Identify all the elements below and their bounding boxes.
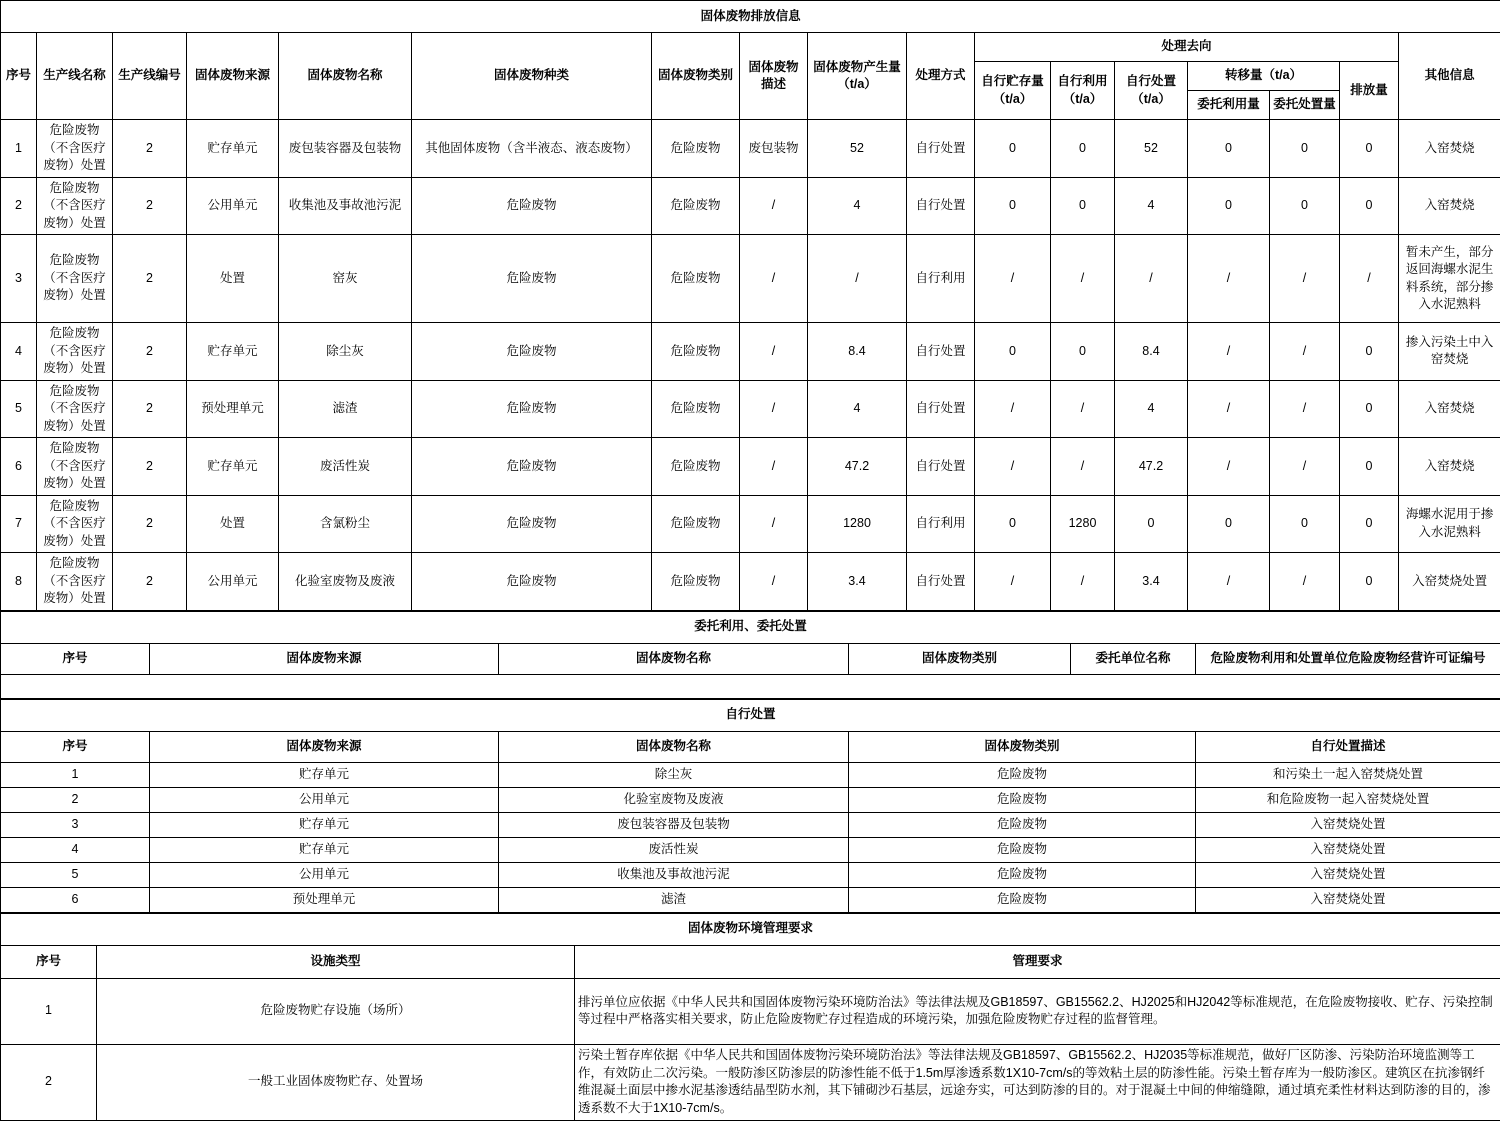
- table-cell: 1: [1, 978, 97, 1044]
- table-row: [1, 812, 1500, 837]
- table-cell: /: [975, 438, 1051, 496]
- table-cell: 废活性炭: [279, 438, 412, 496]
- col-header-seq: 序号: [1, 731, 150, 762]
- entrust-header-row: [1, 643, 1500, 674]
- table-cell: /: [975, 553, 1051, 611]
- table-cell: 自行处置: [907, 120, 975, 178]
- table-cell: 2: [113, 323, 187, 381]
- col-header-seq: 序号: [1, 643, 150, 674]
- table-cell: /: [740, 235, 808, 323]
- table-cell: 贮存单元: [187, 438, 279, 496]
- table-cell: 危险废物: [849, 762, 1196, 787]
- table-cell: 2: [1, 787, 150, 812]
- col-header-source: 固体废物来源: [150, 643, 499, 674]
- table-cell: 47.2: [1115, 438, 1188, 496]
- table-cell: 0: [975, 177, 1051, 235]
- table-cell: 3.4: [1115, 553, 1188, 611]
- table-cell: 1280: [1051, 495, 1115, 553]
- table-cell: 0: [975, 323, 1051, 381]
- table-cell: 公用单元: [187, 177, 279, 235]
- table-cell: 自行处置: [907, 380, 975, 438]
- table-cell: 0: [1340, 177, 1399, 235]
- table-cell: [1, 674, 1500, 698]
- table-row: [1, 380, 1500, 438]
- table-cell: 0: [1051, 120, 1115, 178]
- table-cell: 0: [1270, 177, 1340, 235]
- table-cell: 危险废物（不含医疗废物）处置: [37, 438, 113, 496]
- table-cell: /: [1340, 235, 1399, 323]
- col-header-emission: 排放量: [1340, 62, 1399, 120]
- table-cell: 0: [1340, 438, 1399, 496]
- table-cell: 除尘灰: [279, 323, 412, 381]
- table-cell: 贮存单元: [150, 762, 499, 787]
- table-cell: 危险废物: [412, 177, 652, 235]
- table-cell: 入窑焚烧: [1399, 177, 1500, 235]
- col-header-description: 固体废物描述: [740, 33, 808, 120]
- table-cell: /: [1270, 438, 1340, 496]
- table-cell: /: [740, 495, 808, 553]
- table-cell: 危险废物: [412, 438, 652, 496]
- col-header-destination: 处理去向: [975, 33, 1399, 62]
- table-cell: 0: [975, 120, 1051, 178]
- table-cell: /: [1270, 323, 1340, 381]
- table-cell: 入窑焚烧处置: [1196, 837, 1500, 862]
- table-cell: 8: [1, 553, 37, 611]
- table-cell: 危险废物: [849, 812, 1196, 837]
- col-header-generation-amount: 固体废物产生量（t/a）: [808, 33, 907, 120]
- management-title-row: [1, 913, 1500, 945]
- table-cell: 4: [808, 177, 907, 235]
- col-header-self-disposal: 自行处置（t/a）: [1115, 62, 1188, 120]
- table-cell: /: [1188, 323, 1270, 381]
- table-row: [1, 887, 1500, 912]
- entrust-table: [0, 611, 1500, 699]
- table-row: [1, 235, 1500, 323]
- table-cell: 危险废物: [412, 553, 652, 611]
- table-cell: 4: [1, 837, 150, 862]
- table-cell: 危险废物: [412, 495, 652, 553]
- table-cell: 收集池及事故池污泥: [279, 177, 412, 235]
- table-cell: 排污单位应依据《中华人民共和国固体废物污染环境防治法》等法律法规及GB18597、GB15562.2、HJ2025和HJ2042等标准规范，在危险废物接收、贮存、污染控制等过程中严格落实相关要求，防止危险废物贮存过程造成的环境污染，加强危险废物贮存过程的监督管理。: [575, 978, 1500, 1044]
- table-cell: 8.4: [808, 323, 907, 381]
- col-header-treatment-method: 处理方式: [907, 33, 975, 120]
- table-cell: /: [1188, 235, 1270, 323]
- table-cell: 危险废物: [412, 380, 652, 438]
- table-cell: 2: [1, 177, 37, 235]
- table-cell: 1280: [808, 495, 907, 553]
- emission-header-row-1: [1, 33, 1500, 62]
- table-cell: /: [975, 380, 1051, 438]
- table-cell: /: [740, 438, 808, 496]
- col-header-entrust-disposal-amount: 委托处置量: [1270, 91, 1340, 120]
- table-cell: 危险废物（不含医疗废物）处置: [37, 120, 113, 178]
- table-row: [1, 787, 1500, 812]
- table-cell: 0: [1188, 495, 1270, 553]
- table-cell: 暂未产生，部分返回海螺水泥生料系统，部分掺入水泥熟料: [1399, 235, 1500, 323]
- table-cell: 1: [1, 120, 37, 178]
- table-cell: 废活性炭: [499, 837, 849, 862]
- table-row: [1, 837, 1500, 862]
- emission-table-title-row: [1, 1, 1500, 33]
- col-header-seq: 序号: [1, 33, 37, 120]
- table-cell: 0: [1188, 120, 1270, 178]
- table-cell: 入窑焚烧处置: [1196, 887, 1500, 912]
- table-cell: /: [740, 177, 808, 235]
- col-header-transfer: 转移量（t/a）: [1188, 62, 1340, 91]
- table-cell: 2: [113, 495, 187, 553]
- col-header-facility-type: 设施类型: [97, 945, 575, 978]
- table-cell: 8.4: [1115, 323, 1188, 381]
- table-cell: 贮存单元: [187, 120, 279, 178]
- table-cell: 危险废物: [849, 837, 1196, 862]
- col-header-name: 固体废物名称: [499, 643, 849, 674]
- table-row: [1, 120, 1500, 178]
- table-row: [1, 762, 1500, 787]
- table-cell: 4: [1115, 380, 1188, 438]
- col-header-source: 固体废物来源: [150, 731, 499, 762]
- table-cell: /: [1051, 438, 1115, 496]
- table-cell: /: [1051, 553, 1115, 611]
- table-cell: 危险废物: [412, 235, 652, 323]
- table-row: [1, 674, 1500, 698]
- table-cell: 0: [1115, 495, 1188, 553]
- table-cell: 危险废物: [849, 862, 1196, 887]
- col-header-self-storage: 自行贮存量（t/a）: [975, 62, 1051, 120]
- table-cell: 危险废物（不含医疗废物）处置: [37, 380, 113, 438]
- table-cell: 0: [1270, 120, 1340, 178]
- table-cell: 收集池及事故池污泥: [499, 862, 849, 887]
- table-cell: 47.2: [808, 438, 907, 496]
- table-cell: 4: [1, 323, 37, 381]
- table-cell: /: [975, 235, 1051, 323]
- table-cell: 公用单元: [187, 553, 279, 611]
- table-row: [1, 177, 1500, 235]
- table-cell: 危险废物: [849, 787, 1196, 812]
- table-cell: 危险废物贮存设施（场所）: [97, 978, 575, 1044]
- table-cell: 掺入污染土中入窑焚烧: [1399, 323, 1500, 381]
- table-cell: /: [1270, 380, 1340, 438]
- self-disposal-header-row: [1, 731, 1500, 762]
- self-disposal-table-title: 自行处置: [1, 699, 1500, 731]
- table-cell: 4: [808, 380, 907, 438]
- table-cell: 一般工业固体废物贮存、处置场: [97, 1044, 575, 1120]
- table-cell: 1: [1, 762, 150, 787]
- table-cell: 0: [1051, 323, 1115, 381]
- table-cell: 自行利用: [907, 235, 975, 323]
- table-row: [1, 978, 1500, 1044]
- table-cell: 2: [113, 235, 187, 323]
- table-cell: 0: [1340, 380, 1399, 438]
- table-cell: 窑灰: [279, 235, 412, 323]
- col-header-category: 固体废物类别: [849, 731, 1196, 762]
- table-cell: 0: [1270, 495, 1340, 553]
- table-row: [1, 1044, 1500, 1120]
- table-cell: 其他固体废物（含半液态、液态废物）: [412, 120, 652, 178]
- table-cell: 0: [1188, 177, 1270, 235]
- table-cell: /: [1188, 380, 1270, 438]
- table-cell: 危险废物: [652, 553, 740, 611]
- table-cell: /: [1051, 380, 1115, 438]
- table-cell: 6: [1, 438, 37, 496]
- table-cell: 3: [1, 812, 150, 837]
- table-row: [1, 323, 1500, 381]
- emission-table-body: [1, 120, 1500, 611]
- table-cell: 处置: [187, 495, 279, 553]
- table-cell: 滤渣: [279, 380, 412, 438]
- table-cell: 7: [1, 495, 37, 553]
- col-header-management-requirement: 管理要求: [575, 945, 1500, 978]
- table-cell: 含氯粉尘: [279, 495, 412, 553]
- entrust-table-title-row: [1, 611, 1500, 643]
- table-cell: 贮存单元: [187, 323, 279, 381]
- table-cell: 危险废物: [652, 323, 740, 381]
- table-cell: 2: [113, 438, 187, 496]
- table-cell: 0: [1051, 177, 1115, 235]
- table-cell: 和危险废物一起入窑焚烧处置: [1196, 787, 1500, 812]
- table-cell: 2: [113, 380, 187, 438]
- table-cell: 公用单元: [150, 862, 499, 887]
- col-header-name: 固体废物名称: [279, 33, 412, 120]
- col-header-entrust-unit-name: 委托单位名称: [1071, 643, 1196, 674]
- table-cell: 0: [1340, 120, 1399, 178]
- table-cell: 5: [1, 380, 37, 438]
- table-cell: 3.4: [808, 553, 907, 611]
- table-cell: 5: [1, 862, 150, 887]
- table-cell: 危险废物: [652, 380, 740, 438]
- table-cell: 入窑焚烧: [1399, 120, 1500, 178]
- self-disposal-title-row: [1, 699, 1500, 731]
- table-row: [1, 862, 1500, 887]
- table-cell: /: [1270, 235, 1340, 323]
- table-cell: 入窑焚烧处置: [1196, 812, 1500, 837]
- table-cell: 入窑焚烧: [1399, 380, 1500, 438]
- entrust-table-body: [1, 674, 1500, 698]
- table-cell: 危险废物（不含医疗废物）处置: [37, 323, 113, 381]
- table-cell: 危险废物: [652, 235, 740, 323]
- management-header-row: [1, 945, 1500, 978]
- col-header-line-name: 生产线名称: [37, 33, 113, 120]
- table-cell: 0: [1340, 553, 1399, 611]
- col-header-license-no: 危险废物利用和处置单位危险废物经营许可证编号: [1196, 643, 1500, 674]
- col-header-other-info: 其他信息: [1399, 33, 1500, 120]
- table-cell: 0: [1340, 323, 1399, 381]
- self-disposal-table: [0, 699, 1500, 913]
- table-cell: 废包装物: [740, 120, 808, 178]
- table-cell: 3: [1, 235, 37, 323]
- table-cell: /: [740, 553, 808, 611]
- table-cell: 2: [113, 177, 187, 235]
- table-cell: 危险废物: [652, 495, 740, 553]
- table-cell: 自行处置: [907, 323, 975, 381]
- table-cell: 危险废物: [652, 120, 740, 178]
- entrust-table-title: 委托利用、委托处置: [1, 611, 1500, 643]
- table-cell: 预处理单元: [187, 380, 279, 438]
- table-cell: 危险废物: [652, 438, 740, 496]
- table-cell: 危险废物: [412, 323, 652, 381]
- table-cell: /: [1188, 438, 1270, 496]
- table-cell: 公用单元: [150, 787, 499, 812]
- table-cell: 贮存单元: [150, 812, 499, 837]
- col-header-kind: 固体废物种类: [412, 33, 652, 120]
- table-cell: 自行处置: [907, 553, 975, 611]
- col-header-category: 固体废物类别: [849, 643, 1071, 674]
- table-cell: 危险废物（不含医疗废物）处置: [37, 495, 113, 553]
- col-header-name: 固体废物名称: [499, 731, 849, 762]
- table-cell: 污染土暂存库依据《中华人民共和国固体废物污染环境防治法》等法律法规及GB18597、GB15562.2、HJ2035等标准规范，做好厂区防渗、污染防治环境监测等工作，有效防止二次污染。一般防渗区防渗层的防渗性能不低于1.5m厚渗透系数1X10-7cm/s的等效粘土层的防渗性能。污染土暂存库为一般防渗区。建筑区在抗渗钢纤维混凝土面层中掺水泥基渗透结晶型防水剂，其下铺砌沙石基层，远途夯实，可达到防渗的目的。对于混凝土中间的伸缩缝隙，通过填充柔性材料达到防渗的目的，渗透系数不大于1X10-7cm/s。: [575, 1044, 1500, 1120]
- table-cell: 海螺水泥用于掺入水泥熟料: [1399, 495, 1500, 553]
- table-cell: /: [808, 235, 907, 323]
- table-cell: 废包装容器及包装物: [499, 812, 849, 837]
- table-cell: 危险废物: [652, 177, 740, 235]
- management-table-title: 固体废物环境管理要求: [1, 913, 1500, 945]
- self-disposal-table-body: [1, 762, 1500, 912]
- table-cell: 0: [1340, 495, 1399, 553]
- table-cell: 52: [808, 120, 907, 178]
- col-header-entrust-use-amount: 委托利用量: [1188, 91, 1270, 120]
- table-cell: 4: [1115, 177, 1188, 235]
- table-cell: 2: [1, 1044, 97, 1120]
- management-table: [0, 913, 1500, 1121]
- table-cell: /: [740, 380, 808, 438]
- table-cell: 52: [1115, 120, 1188, 178]
- table-cell: 6: [1, 887, 150, 912]
- table-cell: /: [740, 323, 808, 381]
- table-cell: 自行处置: [907, 177, 975, 235]
- table-cell: 预处理单元: [150, 887, 499, 912]
- table-cell: /: [1115, 235, 1188, 323]
- col-header-seq: 序号: [1, 945, 97, 978]
- table-cell: 2: [113, 120, 187, 178]
- table-cell: 贮存单元: [150, 837, 499, 862]
- table-cell: 危险废物（不含医疗废物）处置: [37, 553, 113, 611]
- table-cell: 危险废物（不含医疗废物）处置: [37, 177, 113, 235]
- col-header-line-no: 生产线编号: [113, 33, 187, 120]
- table-cell: 滤渣: [499, 887, 849, 912]
- col-header-category: 固体废物类别: [652, 33, 740, 120]
- table-row: [1, 438, 1500, 496]
- table-cell: /: [1270, 553, 1340, 611]
- table-cell: /: [1188, 553, 1270, 611]
- col-header-source: 固体废物来源: [187, 33, 279, 120]
- table-cell: 废包装容器及包装物: [279, 120, 412, 178]
- management-table-body: [1, 978, 1500, 1120]
- table-cell: 入窑焚烧: [1399, 438, 1500, 496]
- table-cell: 2: [113, 553, 187, 611]
- table-cell: 自行利用: [907, 495, 975, 553]
- emission-table-title: 固体废物排放信息: [1, 1, 1500, 33]
- table-cell: /: [1051, 235, 1115, 323]
- table-cell: 0: [975, 495, 1051, 553]
- table-cell: 和污染土一起入窑焚烧处置: [1196, 762, 1500, 787]
- table-cell: 入窑焚烧处置: [1399, 553, 1500, 611]
- table-cell: 危险废物（不含医疗废物）处置: [37, 235, 113, 323]
- table-cell: 除尘灰: [499, 762, 849, 787]
- table-row: [1, 495, 1500, 553]
- col-header-self-use: 自行利用（t/a）: [1051, 62, 1115, 120]
- table-cell: 化验室废物及废液: [499, 787, 849, 812]
- table-cell: 危险废物: [849, 887, 1196, 912]
- table-cell: 自行处置: [907, 438, 975, 496]
- table-cell: 化验室废物及废液: [279, 553, 412, 611]
- col-header-self-disposal-desc: 自行处置描述: [1196, 731, 1500, 762]
- table-row: [1, 553, 1500, 611]
- table-cell: 处置: [187, 235, 279, 323]
- table-cell: 入窑焚烧处置: [1196, 862, 1500, 887]
